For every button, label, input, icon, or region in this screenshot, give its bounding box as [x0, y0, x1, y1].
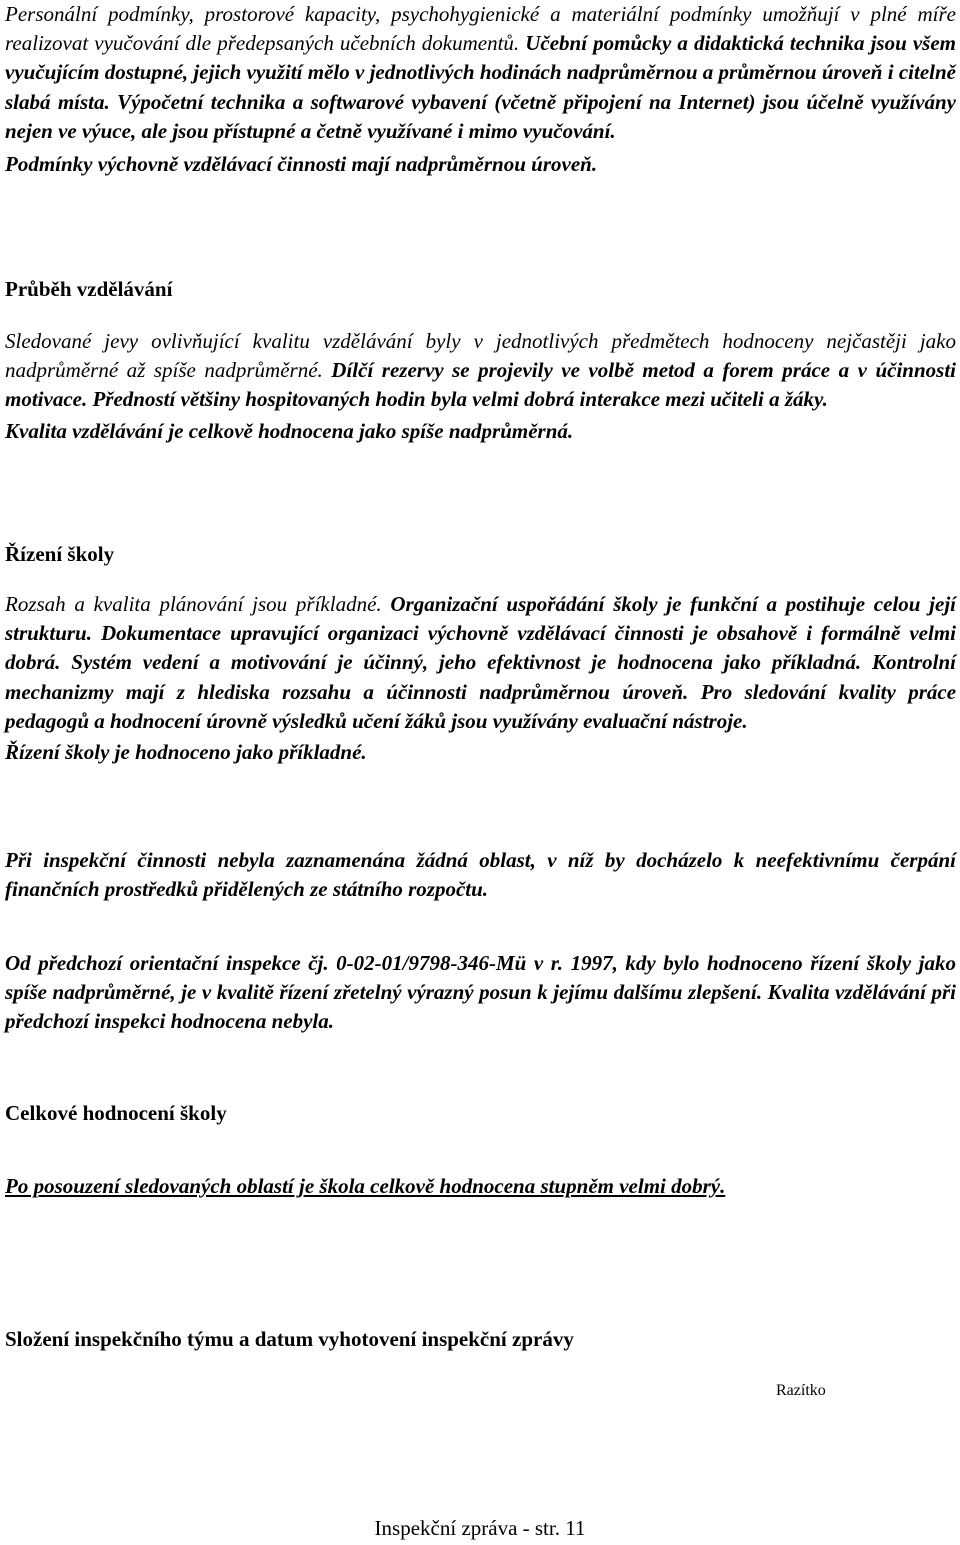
conditions-text-2: Učební pomůcky a didaktická technika jsou všem vyučujícím dostupné, jejich využití mělo v jednotlivých hodinách nadprůměrnou a průměrnou úroveň i citelně slabá místa.	[5, 31, 956, 114]
overall-paragraph	[5, 1172, 956, 1201]
stamp-label: Razítko	[776, 1382, 826, 1399]
conditions-summary-text: Podmínky výchovně vzdělávací činnosti mají nadprůměrnou úroveň.	[5, 152, 598, 177]
previous-inspection-paragraph	[5, 949, 956, 1037]
education-summary	[5, 417, 956, 446]
team-heading: Složení inspekčního týmu a datum vyhotovení inspekční zprávy	[5, 1327, 574, 1351]
education-text-3: Předností většiny hospitovaných hodin byla velmi dobrá interakce mezi učiteli a žáky.	[92, 387, 828, 412]
management-paragraph	[5, 590, 956, 736]
management-text-6: Pro sledování kvality práce pedagogů a hodnocení úrovně výsledků učení žáků jsou využívány evaluační nástroje.	[5, 679, 957, 733]
previous-inspection-text-2: Kvalita vzdělávání při předchozí inspekci hodnocena nebyla.	[5, 980, 956, 1034]
overall-heading: Celkové hodnocení školy	[5, 1101, 227, 1125]
conditions-text-3: Výpočetní technika a softwarové vybavení (včetně připojení na Internet) jsou účelně využívány nejen ve výuce, ale jsou přístupné a četně využívané i mimo vyučování.	[5, 89, 957, 143]
management-text-5: Kontrolní mechanizmy mají z hlediska rozsahu a účinnosti nadprůměrnou úroveň.	[5, 650, 956, 704]
conditions-section	[5, 0, 956, 179]
management-text-2: Organizační uspořádání školy je funkční a postihuje celou její strukturu.	[5, 592, 956, 646]
education-heading: Průběh vzdělávání	[5, 277, 173, 301]
education-paragraph	[5, 327, 956, 415]
management-text-3: Dokumentace upravující organizaci výchovně vzdělávací činnosti je obsahově i formálně velmi dobrá.	[5, 621, 957, 675]
education-section	[5, 275, 956, 446]
education-text-1: Sledované jevy ovlivňující kvalitu vzdělávání byly v jednotlivých předmětech hodnoceny nejčastěji jako nadprůměrné až spíše nadprůměrné.	[5, 329, 956, 383]
previous-inspection-text-1: Od předchozí orientační inspekce čj. 0-02-01/9798-346-Mü v r. 1997, kdy bylo hodnoceno řízení školy jako spíše nadprůměrné, je v kvalitě řízení zřetelný výrazný posun k jejímu dalšímu zlepšení.	[5, 951, 956, 1005]
conditions-text-1: Personální podmínky, prostorové kapacity, psychohygienické a materiální podmínky umožňují v plné míře realizovat vyučování dle předepsaných učebních dokumentů.	[5, 2, 956, 56]
management-text-1: Rozsah a kvalita plánování jsou příkladné.	[5, 592, 382, 616]
management-section	[5, 540, 956, 767]
overall-text: Po posouzení sledovaných oblastí je škola celkově hodnocena stupněm velmi dobrý.	[5, 1174, 726, 1198]
page-footer: Inspekční zpráva - str. 11	[374, 1516, 586, 1540]
overall-section	[5, 1099, 956, 1201]
finance-paragraph	[5, 846, 956, 904]
management-text-4: Systém vedení a motivování je účinný, jeho efektivnost je hodnocena jako příkladná.	[71, 650, 862, 675]
management-heading: Řízení školy	[5, 542, 115, 566]
conditions-paragraph	[5, 0, 956, 146]
management-summary-text: Řízení školy je hodnoceno jako příkladné.	[5, 740, 367, 765]
education-text-2: Dílčí rezervy se projevily ve volbě metod a forem práce a v účinnosti motivace.	[5, 358, 956, 412]
conditions-summary	[5, 150, 956, 179]
education-summary-text: Kvalita vzdělávání je celkově hodnocena jako spíše nadprůměrná.	[5, 418, 574, 443]
management-summary	[5, 738, 956, 767]
finance-text: Při inspekční činnosti nebyla zaznamenána žádná oblast, v níž by docházelo k neefektivnímu čerpání finančních prostředků přidělených ze státního rozpočtu.	[5, 848, 956, 902]
